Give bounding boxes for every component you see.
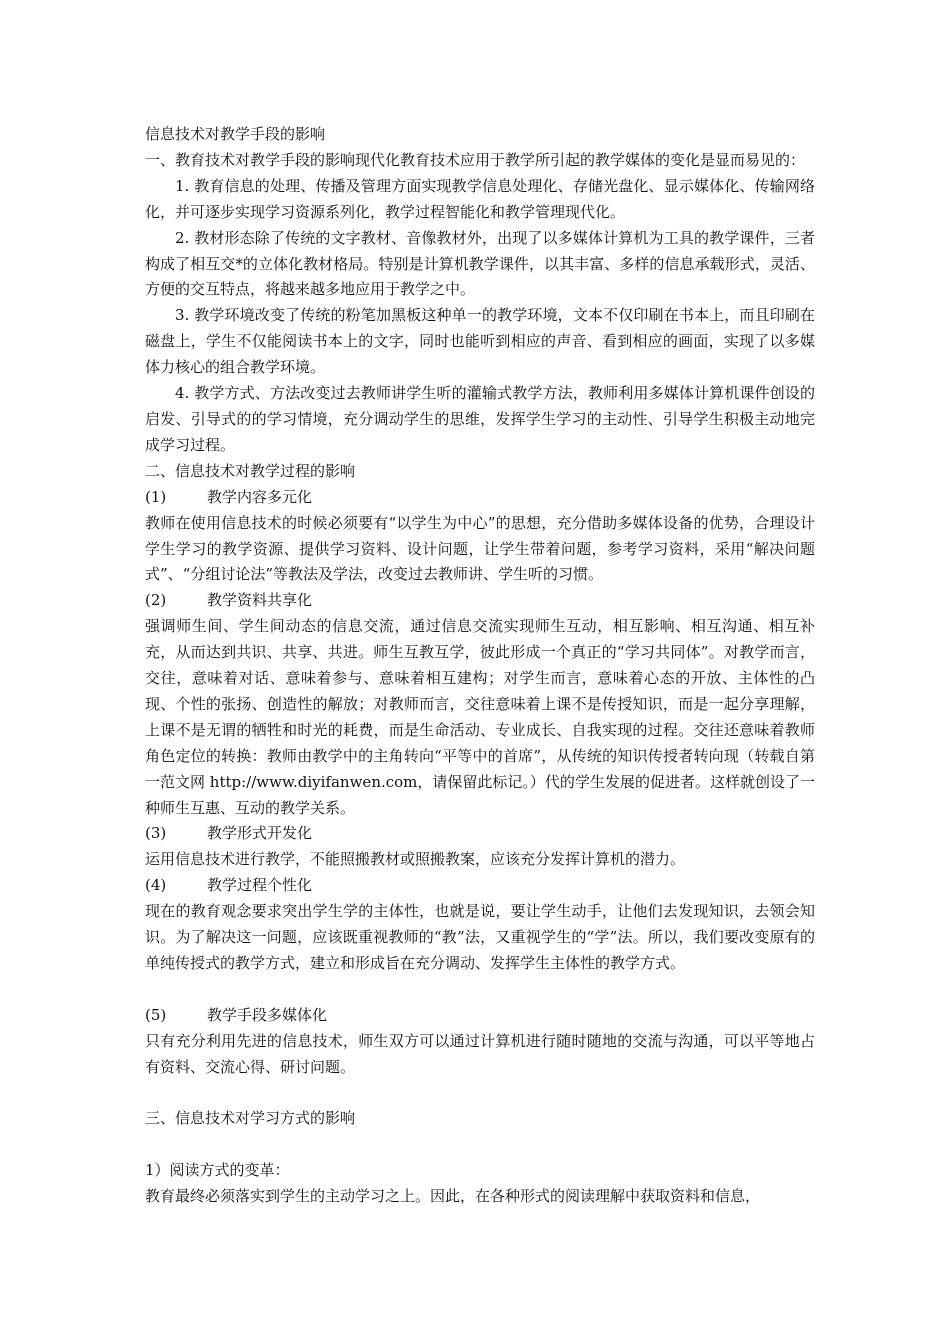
section-3-sub-1-body: 教育最终必须落实到学生的主动学习之上。因此，在各种形式的阅读理解中获取资料和信息， <box>145 1187 761 1206</box>
section-2-item-1-body: 教师在使用信息技术的时候必须要有“以学生为中心”的思想，充分借助多媒体设备的优势，合理设计学生学习的教学资源、提供学习资料、设计问题，让学生带着问题，参考学习资料，采用“解决问题式”、“分组讨论法”等教法及学法，改变过去教师讲、学生听的习惯。 <box>145 513 815 584</box>
section-3-sub-1-title: 1）阅读方式的变革： <box>145 1161 290 1180</box>
blank-line <box>145 1132 815 1158</box>
section-2-item-4-body: 现在的教育观念要求突出学生学的主体性，也就是说，要让学生动手，让他们去发现知识，去领会知识。为了解决这一问题，应该既重视教师的“教”法，又重视学生的“学”法。所以，我们要改变原有的单纯传授式的教学方式，建立和形成旨在充分调动、发挥学生主体性的教学方式。 <box>145 902 815 972</box>
section-2-item-1-heading <box>145 485 815 511</box>
document-body <box>145 122 815 1210</box>
item-title: 教学资料共享化 <box>207 591 313 610</box>
item-number: (3) <box>145 824 167 843</box>
section-2-item-5-body: 只有充分利用先进的信息技术，师生双方可以通过计算机进行随时随地的交流与沟通，可以平等地占有资料、交流心得、研讨问题。 <box>145 1031 815 1076</box>
item-title: 教学手段多媒体化 <box>207 1005 328 1024</box>
item-title: 教学形式开发化 <box>207 824 313 843</box>
section-3-heading: 三、信息技术对学习方式的影响 <box>145 1109 356 1128</box>
section-2-item-3-body: 运用信息技术进行教学，不能照搬教材或照搬教案，应该充分发挥计算机的潜力。 <box>145 850 686 869</box>
section-2-item-5-heading <box>145 1003 815 1029</box>
document-title: 信息技术对教学手段的影响 <box>145 125 326 143</box>
section-2-item-4-heading <box>145 873 815 899</box>
section-1-item-2: 2. 教材形态除了传统的文字教材、音像教材外，出现了以多媒体计算机为工具的教学课件，三者构成了相互交*的立体化教材格局。特别是计算机教学课件，以其丰富、多样的信息承载形式，灵活、方便的交互特点，将越来越多地应用于教学之中。 <box>145 228 815 299</box>
section-2-item-2-heading <box>145 588 815 614</box>
item-number: (5) <box>145 1005 167 1024</box>
blank-line <box>145 1081 815 1107</box>
item-number: (4) <box>145 876 167 895</box>
section-1-item-3: 3. 教学环境改变了传统的粉笔加黑板这种单一的教学环境，文本不仅印刷在书本上，而且印刷在磁盘上，学生不仅能阅读书本上的文字，同时也能听到相应的声音、看到相应的画面，实现了以多媒体力核心的组合教学环境。 <box>145 306 815 377</box>
item-number: (2) <box>145 591 167 610</box>
section-2-item-3-heading <box>145 821 815 847</box>
section-1-item-1: 1. 教育信息的处理、传播及管理方面实现教学信息处理化、存储光盘化、显示媒体化、传输网络化，并可逐步实现学习资源系列化，教学过程智能化和教学管理现代化。 <box>145 176 815 221</box>
item-number: (1) <box>145 487 167 506</box>
section-1-item-4: 4. 教学方式、方法改变过去教师讲学生听的灌输式教学方法，教师利用多媒体计算机课件创设的启发、引导式的的学习情境，充分调动学生的思维，发挥学生学习的主动性、引导学生积极主动地完成学习过程。 <box>145 384 815 454</box>
section-1-heading: 一、教育技术对教学手段的影响现代化教育技术应用于教学所引起的教学媒体的变化是显而易见的： <box>145 150 806 169</box>
section-2-heading: 二、信息技术对教学过程的影响 <box>145 461 356 480</box>
item-title: 教学过程个性化 <box>207 876 313 895</box>
blank-line <box>145 977 815 1003</box>
item-title: 教学内容多元化 <box>207 487 313 506</box>
section-2-item-2-body: 强调师生间、学生间动态的信息交流，通过信息交流实现师生互动，相互影响、相互沟通、相互补充，从而达到共识、共享、共进。师生互教互学，彼此形成一个真正的“学习共同体”。对教学而言，交往，意味着对话、意味着参与、意味着相互建构；对学生而言，意味着心态的开放、主体性的凸现、个性的张扬、创造性的解放；对教师而言，交往意味着上课不是传授知识，而是一起分享理解，上课不是无谓的牺牲和时光的耗费，而是生命活动、专业成长、自我实现的过程。交往还意味着教师角色定位的转换：教师由教学中的主角转向“平等中的首席”，从传统的知识传授者转向现（转载自第一范文网 http://www.diyifanwen.com，请保留此标记。）代的学生发展的促进者。这样就创设了一种师生互惠、互动的教学关系。 <box>145 617 815 817</box>
